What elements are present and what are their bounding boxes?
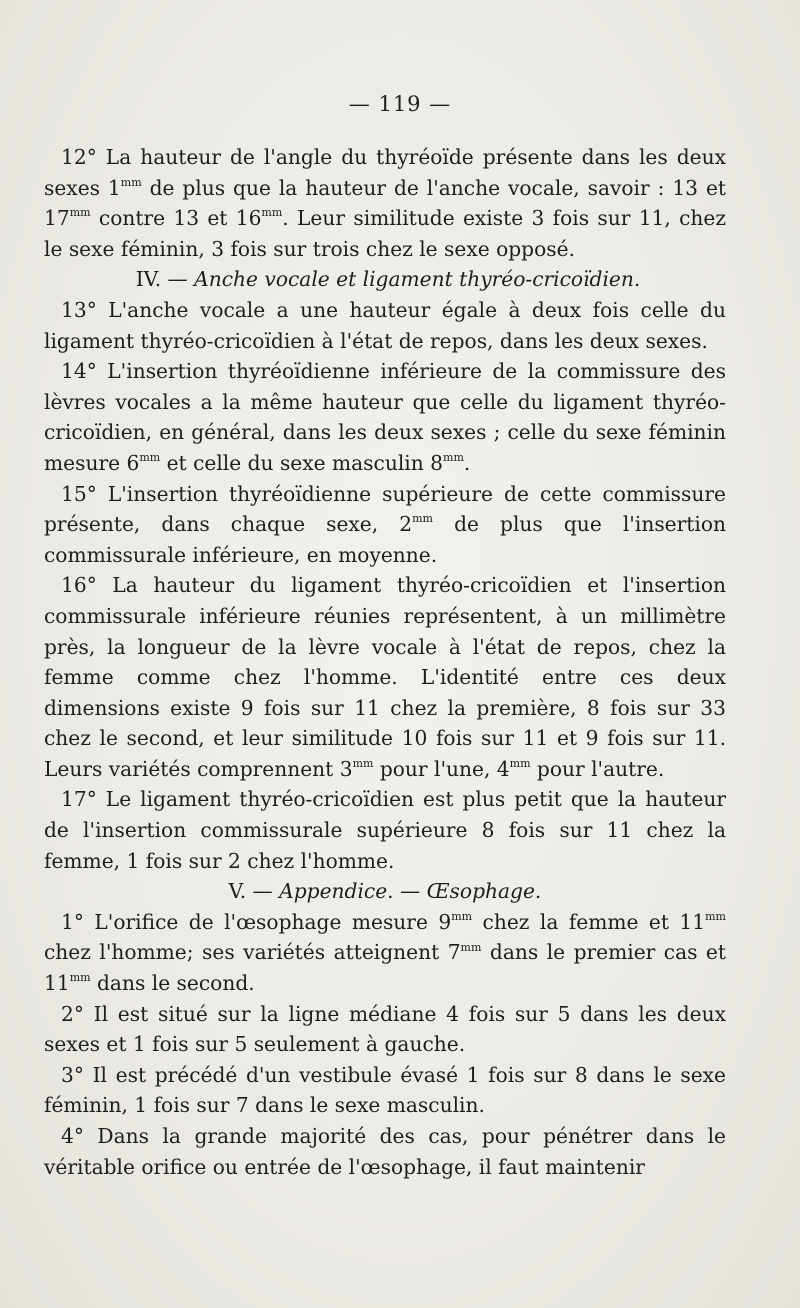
paragraph-1: 1° L'orifice de l'œsophage mesure $9^{mm}$ chez la femme et $11^{mm}$ chez l'homme; ses variétés atteignent $7^{mm}$ dans le premier cas et $11^{mm}$ dans le second. bbox=[44, 909, 726, 996]
section-heading-iv: IV. — Anche vocale et ligament thyréo-cricoïdien. bbox=[135, 267, 641, 292]
body-text bbox=[44, 142, 726, 1182]
paragraph-4: 4° Dans la grande majorité des cas, pour pénétrer dans le véritable orifice ou entrée de l'œsophage, il faut maintenir bbox=[44, 1124, 726, 1179]
section-heading-v: V. — Appendice. — Œsophage. bbox=[228, 879, 542, 904]
paragraph-14: 14° L'insertion thyréoïdienne inférieure de la commissure des lèvres vocales a la même hauteur que celle du ligament thyréo-cricoïdien, en général, dans les deux sexes ; celle du sexe féminin mesure $6^{mm}$ et celle du sexe masculin $8^{mm}$. bbox=[44, 359, 726, 475]
paragraph-13: 13° L'anche vocale a une hauteur égale à deux fois celle du ligament thyréo-cricoïdien à l'état de repos, dans les deux sexes. bbox=[44, 297, 726, 353]
paragraph-17: 17° Le ligament thyréo-cricoïdien est plus petit que la hauteur de l'insertion commissurale supérieure 8 fois sur 11 chez la femme, 1 fois sur 2 chez l'homme. bbox=[44, 787, 726, 873]
paragraph-16: 16° La hauteur du ligament thyréo-cricoïdien et l'insertion commissurale inférieure réunies représentent, à un millimètre près, la longueur de la lèvre vocale à l'état de repos, chez la femme comme chez l'homme. L'identité entre ces deux dimensions existe 9 fois sur 11 chez la première, 8 fois sur 33 chez le second, et leur similitude 10 fois sur 11 et 9 fois sur 11. Leurs variétés comprennent $3^{mm}$ pour l'une, $4^{mm}$ pour l'autre. bbox=[44, 573, 726, 781]
paragraph-2: 2° Il est situé sur la ligne médiane 4 fois sur 5 dans les deux sexes et 1 fois sur 5 seulement à gauche. bbox=[44, 1001, 726, 1057]
paragraph-12: 12° La hauteur de l'angle du thyréoïde présente dans les deux sexes $1^{mm}$ de plus que la hauteur de l'anche vocale, savoir : 13 et $17^{mm}$ contre 13 et $16^{mm}$. Leur similitude existe 3 fois sur 11, chez le sexe féminin, 3 fois sur trois chez le sexe opposé. bbox=[44, 145, 726, 261]
page-number: — 119 — bbox=[348, 92, 452, 116]
paragraph-3: 3° Il est précédé d'un vestibule évasé 1 fois sur 8 dans le sexe féminin, 1 fois sur 7 dans le sexe masculin. bbox=[44, 1062, 726, 1118]
paragraph-15: 15° L'insertion thyréoïdienne supérieure de cette commissure présente, dans chaque sexe, $2^{mm}$ de plus que l'insertion commissurale inférieure, en moyenne. bbox=[44, 481, 726, 567]
